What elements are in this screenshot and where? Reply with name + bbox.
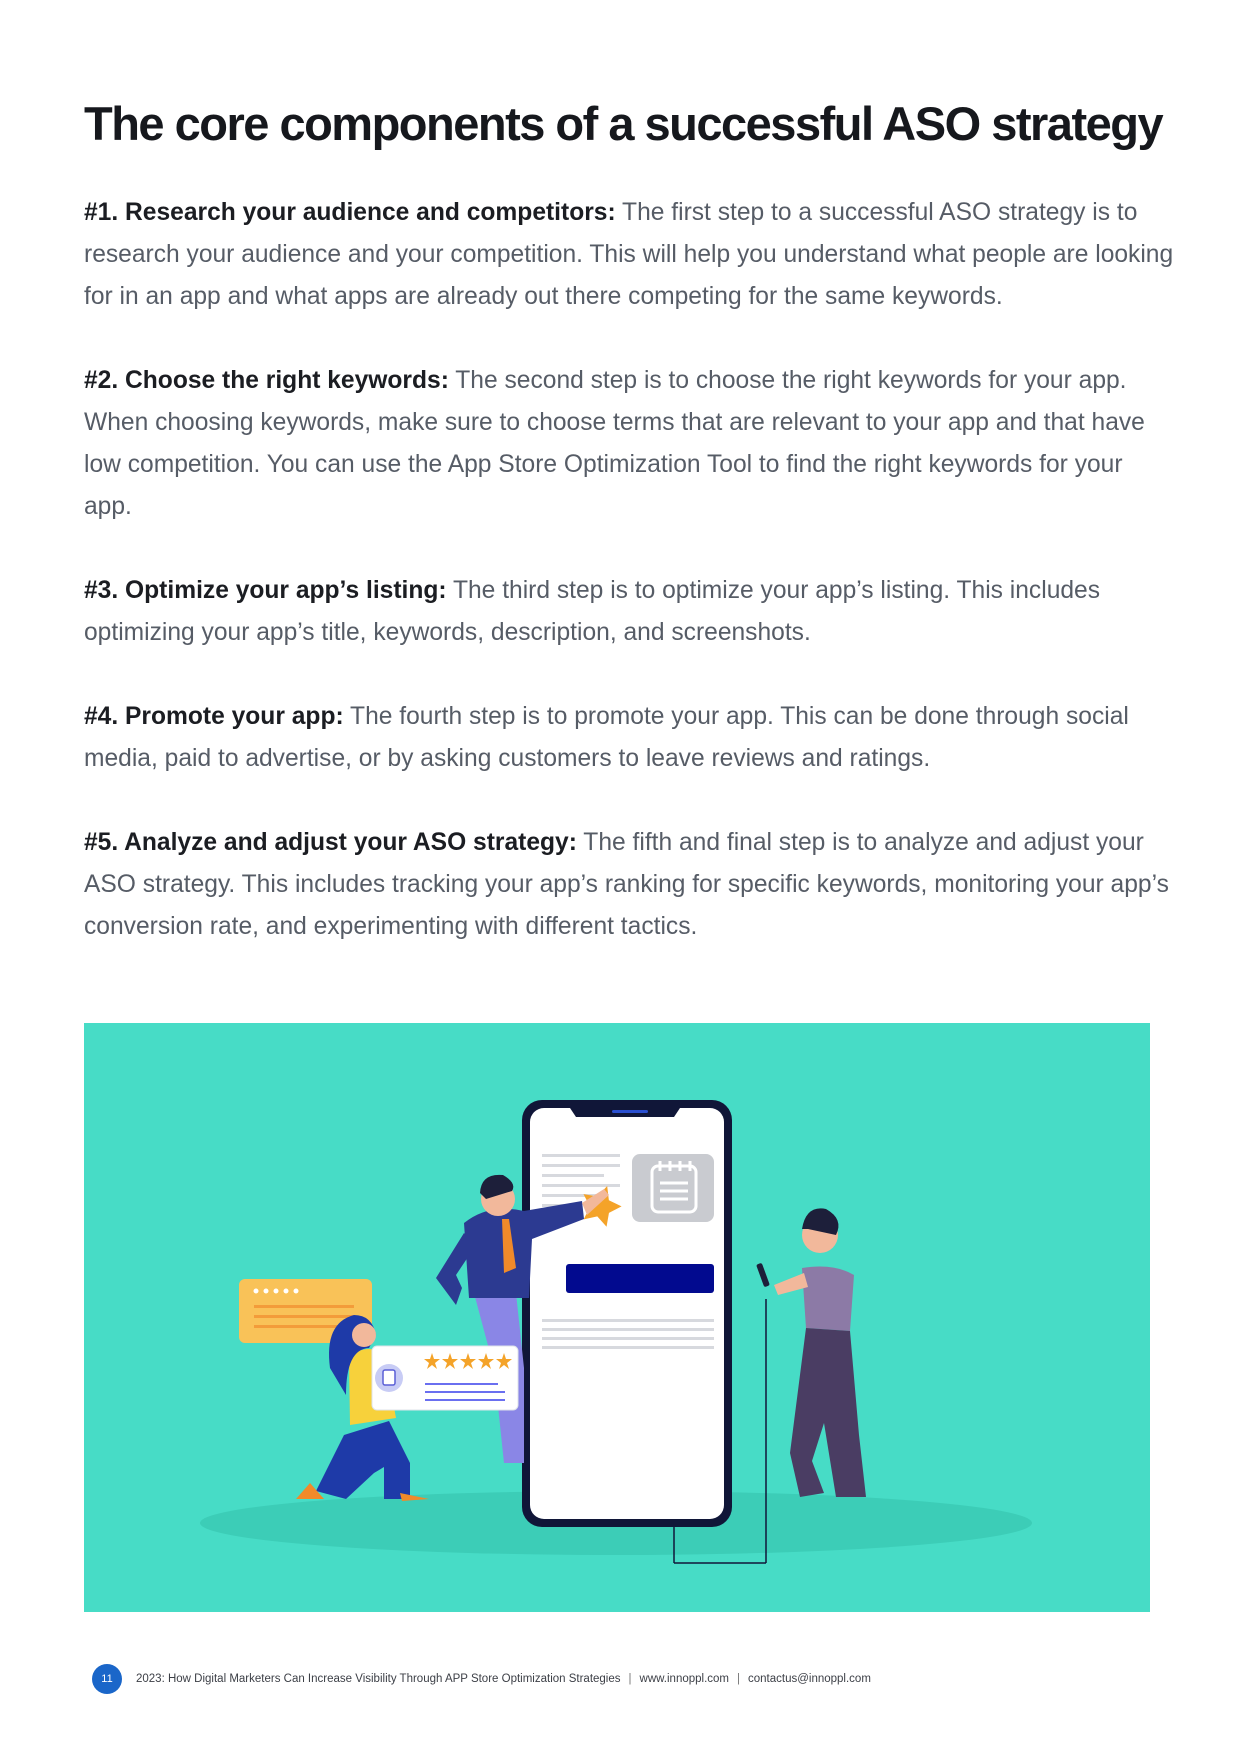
page-number-badge: 11 — [92, 1664, 122, 1694]
footer-email-link[interactable]: contactus@innoppl.com — [748, 1673, 871, 1685]
step-1-text: The first step to a successful ASO strategy is to research your audience and your competition. This will help you understand what people are looking for in an app and what apps are already out there competing for the same keywords. — [84, 199, 1174, 310]
step-5-text: The fifth and final step is to analyze and adjust your ASO strategy. This includes tracking your app’s ranking for specific keywords, monitoring your app’s conversion rate, and experimenting with different tactics. — [84, 829, 1169, 940]
footer-separator: | — [737, 1673, 740, 1685]
step-1-heading: #1. Research your audience and competitors: — [84, 199, 616, 226]
step-4-heading: #4. Promote your app: — [84, 703, 344, 730]
step-1 — [84, 192, 1174, 318]
step-5 — [84, 822, 1174, 948]
smartphone-icon — [522, 1100, 732, 1527]
step-4-text: The fourth step is to promote your app. This can be done through social media, paid to advertise, or by asking customers to leave reviews and ratings. — [84, 703, 1129, 772]
step-2 — [84, 360, 1174, 528]
step-3-heading: #3. Optimize your app’s listing: — [84, 577, 447, 604]
aso-illustration — [84, 1023, 1150, 1612]
step-3 — [84, 570, 1174, 654]
review-card — [372, 1346, 518, 1410]
footer-separator: | — [628, 1673, 632, 1685]
step-3-text: The third step is to optimize your app’s listing. This includes optimizing your app’s title, keywords, description, and screenshots. — [84, 577, 1101, 646]
footer-doc-title: 2023: How Digital Marketers Can Increase Visibility Through APP Store Optimization Strategies — [136, 1673, 621, 1685]
step-2-heading: #2. Choose the right keywords: — [84, 367, 449, 394]
step-2-text: The second step is to choose the right keywords for your app. When choosing keywords, make sure to choose terms that are relevant to your app and that have low competition. You can use the App Store Optimization Tool to find the right keywords for your app. — [84, 367, 1145, 520]
page-footer — [92, 1664, 1192, 1694]
footer-website-link[interactable]: www.innoppl.com — [639, 1673, 729, 1685]
step-4 — [84, 696, 1174, 780]
steps-list — [84, 192, 1174, 990]
step-5-heading: #5. Analyze and adjust your ASO strategy: — [84, 829, 577, 856]
page-title: The core components of a successful ASO strategy — [84, 97, 1163, 150]
